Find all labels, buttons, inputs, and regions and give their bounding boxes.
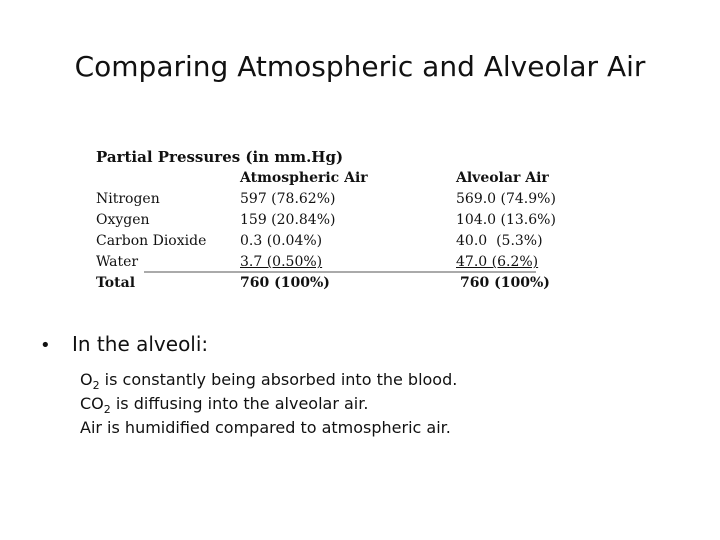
bullet-section: [40, 326, 457, 440]
row-label: Oxygen: [96, 212, 150, 228]
table-heading: Partial Pressures (in mm.Hg): [96, 148, 344, 166]
bullet-dot-icon: •: [40, 335, 51, 356]
sub-bullet-line: [80, 368, 457, 392]
sub-bullet-list: [80, 368, 457, 440]
row-label: Water: [96, 254, 139, 270]
line-subscript: 2: [92, 379, 100, 393]
line-text-start: CO: [80, 394, 104, 413]
line-text-start: Air is humidified compared to atmospheric air.: [80, 418, 451, 437]
total-atmospheric: 760 (100%): [240, 275, 330, 291]
bullet-item: [40, 326, 457, 362]
table-divider-line: [144, 270, 544, 274]
header-label-cell: [96, 168, 240, 189]
table-row: [96, 231, 620, 252]
pressure-table: [96, 168, 620, 294]
line-text-end: is diffusing into the alveolar air.: [110, 394, 369, 413]
header-alveolar: Alveolar Air: [456, 170, 549, 186]
sub-bullet-line: [80, 392, 457, 416]
alveolar-value: 47.0 (6.2%): [456, 254, 539, 270]
bullet-text: In the alveoli:: [72, 332, 209, 356]
atmospheric-value: 0.3 (0.04%): [240, 233, 323, 249]
alveolar-value: 104.0 (13.6%): [456, 212, 556, 228]
line-text-start: O: [80, 370, 93, 389]
atmospheric-value: 597 (78.62%): [240, 191, 336, 207]
atmospheric-value: 3.7 (0.50%): [240, 254, 323, 270]
row-label: Carbon Dioxide: [96, 233, 207, 249]
line-subscript: 2: [103, 403, 111, 417]
table-total-row: [96, 273, 620, 294]
atmospheric-value: 159 (20.84%): [240, 212, 336, 228]
alveolar-value: 569.0 (74.9%): [456, 191, 556, 207]
row-label: Nitrogen: [96, 191, 160, 207]
alveolar-value: 40.0 (5.3%): [456, 233, 543, 249]
table-row: [96, 189, 620, 210]
total-label: Total: [96, 275, 136, 291]
line-text-end: is constantly being absorbed into the blood.: [99, 370, 458, 389]
slide-title: Comparing Atmospheric and Alveolar Air: [74, 50, 646, 83]
table-header-row: [96, 168, 620, 189]
sub-bullet-line: [80, 416, 457, 440]
total-alveolar: 760 (100%): [460, 275, 550, 291]
header-atmospheric: Atmospheric Air: [240, 170, 368, 186]
table-row: [96, 210, 620, 231]
